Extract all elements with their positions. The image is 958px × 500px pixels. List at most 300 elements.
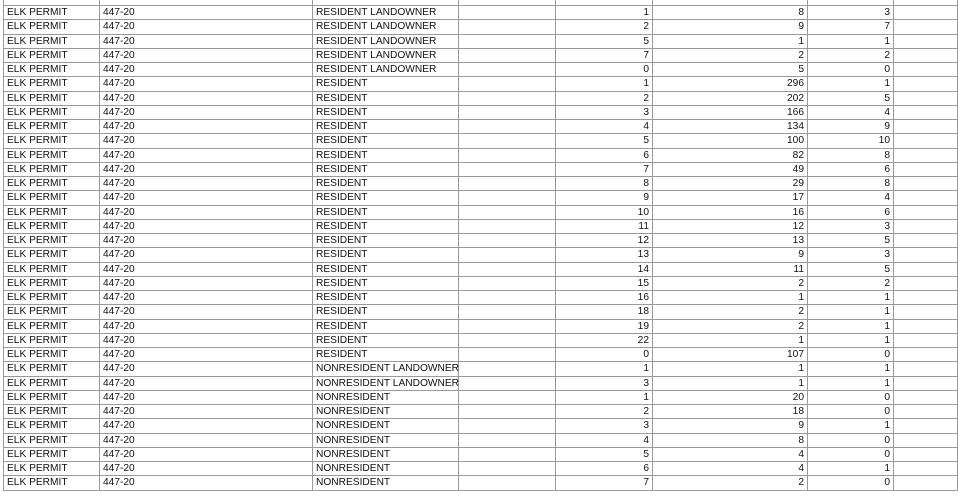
grid-body [4, 0, 958, 490]
code-cell[interactable]: 447-20 [100, 120, 313, 134]
blank-cell[interactable] [459, 362, 556, 376]
count-c-cell[interactable]: 1 [808, 77, 894, 91]
count-b-cell[interactable]: 202 [653, 91, 808, 105]
count-b-cell[interactable]: 5 [653, 63, 808, 77]
table-row [4, 191, 958, 205]
count-b-cell[interactable]: 100 [653, 134, 808, 148]
count-b-cell[interactable]: 12 [653, 219, 808, 233]
category-cell[interactable]: RESIDENT [313, 120, 459, 134]
permit-type-cell[interactable]: ELK PERMIT [4, 476, 100, 490]
extra-cell[interactable] [894, 319, 958, 333]
table-row [4, 6, 958, 20]
extra-cell[interactable] [894, 447, 958, 461]
extra-cell[interactable] [894, 105, 958, 119]
count-a-cell[interactable]: 1 [556, 77, 653, 91]
code-cell[interactable]: 447-20 [100, 376, 313, 390]
count-c-cell[interactable]: 8 [808, 148, 894, 162]
count-a-cell[interactable]: 14 [556, 262, 653, 276]
permit-type-cell[interactable]: ELK PERMIT [4, 433, 100, 447]
blank-cell[interactable] [459, 476, 556, 490]
blank-cell[interactable] [459, 91, 556, 105]
code-cell[interactable]: 447-20 [100, 262, 313, 276]
count-c-cell[interactable]: 1 [808, 462, 894, 476]
blank-cell[interactable] [459, 419, 556, 433]
extra-cell[interactable] [894, 148, 958, 162]
extra-cell[interactable] [894, 405, 958, 419]
table-row [4, 91, 958, 105]
count-c-cell[interactable]: 6 [808, 162, 894, 176]
permit-type-cell[interactable]: ELK PERMIT [4, 333, 100, 347]
category-cell[interactable]: RESIDENT [313, 177, 459, 191]
permit-type-cell[interactable]: ELK PERMIT [4, 77, 100, 91]
extra-cell[interactable] [894, 219, 958, 233]
table-row [4, 77, 958, 91]
code-cell[interactable]: 447-20 [100, 348, 313, 362]
count-b-cell[interactable]: 8 [653, 6, 808, 20]
category-cell[interactable]: RESIDENT [313, 205, 459, 219]
permit-type-cell[interactable]: ELK PERMIT [4, 6, 100, 20]
count-b-cell[interactable]: 166 [653, 105, 808, 119]
blank-cell[interactable] [459, 205, 556, 219]
count-c-cell[interactable]: 7 [808, 20, 894, 34]
table-row [4, 333, 958, 347]
category-cell[interactable]: RESIDENT [313, 348, 459, 362]
count-b-cell[interactable]: 134 [653, 120, 808, 134]
count-b-cell[interactable]: 17 [653, 191, 808, 205]
count-c-cell[interactable]: 1 [808, 34, 894, 48]
extra-cell[interactable] [894, 362, 958, 376]
category-cell[interactable]: RESIDENT [313, 248, 459, 262]
count-b-cell[interactable]: 1 [653, 333, 808, 347]
blank-cell[interactable] [459, 162, 556, 176]
count-c-cell[interactable]: 3 [808, 219, 894, 233]
count-a-cell[interactable]: 15 [556, 276, 653, 290]
count-a-cell[interactable]: 13 [556, 248, 653, 262]
permit-type-cell[interactable]: ELK PERMIT [4, 276, 100, 290]
blank-cell[interactable] [459, 120, 556, 134]
category-cell[interactable]: RESIDENT [313, 234, 459, 248]
permit-type-cell[interactable]: ELK PERMIT [4, 348, 100, 362]
blank-cell[interactable] [459, 34, 556, 48]
count-c-cell[interactable]: 5 [808, 262, 894, 276]
count-b-cell[interactable]: 2 [653, 476, 808, 490]
count-b-cell[interactable]: 2 [653, 48, 808, 62]
extra-cell[interactable] [894, 333, 958, 347]
code-cell[interactable]: 447-20 [100, 476, 313, 490]
permit-type-cell[interactable]: ELK PERMIT [4, 120, 100, 134]
count-b-cell[interactable]: 9 [653, 419, 808, 433]
table-row [4, 205, 958, 219]
blank-cell[interactable] [459, 48, 556, 62]
extra-cell[interactable] [894, 48, 958, 62]
extra-cell[interactable] [894, 34, 958, 48]
blank-cell[interactable] [459, 148, 556, 162]
extra-cell[interactable] [894, 305, 958, 319]
extra-cell[interactable] [894, 20, 958, 34]
category-cell[interactable]: RESIDENT LANDOWNER [313, 63, 459, 77]
extra-cell[interactable] [894, 390, 958, 404]
count-b-cell[interactable]: 1 [653, 34, 808, 48]
table-row [4, 34, 958, 48]
extra-cell[interactable] [894, 63, 958, 77]
category-cell[interactable]: RESIDENT [313, 77, 459, 91]
count-c-cell[interactable]: 0 [808, 348, 894, 362]
code-cell[interactable]: 447-20 [100, 105, 313, 119]
code-cell[interactable]: 447-20 [100, 205, 313, 219]
category-cell[interactable]: RESIDENT LANDOWNER [313, 34, 459, 48]
count-b-cell[interactable]: 296 [653, 77, 808, 91]
permit-type-cell[interactable]: ELK PERMIT [4, 319, 100, 333]
permit-type-cell[interactable]: ELK PERMIT [4, 234, 100, 248]
blank-cell[interactable] [459, 177, 556, 191]
code-cell[interactable]: 447-20 [100, 276, 313, 290]
blank-cell[interactable] [459, 291, 556, 305]
table-row [4, 348, 958, 362]
count-c-cell[interactable]: 2 [808, 276, 894, 290]
count-a-cell[interactable]: 10 [556, 205, 653, 219]
count-c-cell[interactable]: 10 [808, 134, 894, 148]
count-a-cell[interactable]: 1 [556, 362, 653, 376]
count-c-cell[interactable]: 5 [808, 234, 894, 248]
extra-cell[interactable] [894, 234, 958, 248]
count-c-cell[interactable]: 2 [808, 48, 894, 62]
count-a-cell[interactable]: 6 [556, 462, 653, 476]
blank-cell[interactable] [459, 333, 556, 347]
category-cell[interactable]: NONRESIDENT [313, 419, 459, 433]
count-a-cell[interactable]: 5 [556, 447, 653, 461]
count-c-cell[interactable]: 4 [808, 191, 894, 205]
table-row [4, 390, 958, 404]
table-row [4, 120, 958, 134]
extra-cell[interactable] [894, 462, 958, 476]
extra-cell[interactable] [894, 6, 958, 20]
permit-type-cell[interactable]: ELK PERMIT [4, 134, 100, 148]
count-b-cell[interactable]: 2 [653, 305, 808, 319]
count-a-cell[interactable]: 5 [556, 134, 653, 148]
count-a-cell[interactable]: 2 [556, 91, 653, 105]
extra-cell[interactable] [894, 248, 958, 262]
code-cell[interactable]: 447-20 [100, 91, 313, 105]
blank-cell[interactable] [459, 134, 556, 148]
table-row [4, 134, 958, 148]
count-a-cell[interactable]: 3 [556, 105, 653, 119]
count-a-cell[interactable]: 6 [556, 148, 653, 162]
permit-type-cell[interactable]: ELK PERMIT [4, 91, 100, 105]
category-cell[interactable]: NONRESIDENT [313, 433, 459, 447]
count-a-cell[interactable]: 3 [556, 419, 653, 433]
code-cell[interactable]: 447-20 [100, 148, 313, 162]
permit-type-cell[interactable]: ELK PERMIT [4, 34, 100, 48]
count-c-cell[interactable]: 1 [808, 291, 894, 305]
code-cell[interactable]: 447-20 [100, 234, 313, 248]
count-a-cell[interactable]: 0 [556, 63, 653, 77]
code-cell[interactable]: 447-20 [100, 390, 313, 404]
extra-cell[interactable] [894, 205, 958, 219]
code-cell[interactable]: 447-20 [100, 191, 313, 205]
permit-type-cell[interactable]: ELK PERMIT [4, 447, 100, 461]
count-a-cell[interactable]: 12 [556, 234, 653, 248]
blank-cell[interactable] [459, 234, 556, 248]
code-cell[interactable]: 447-20 [100, 319, 313, 333]
count-b-cell[interactable]: 4 [653, 462, 808, 476]
category-cell[interactable]: RESIDENT [313, 319, 459, 333]
extra-cell[interactable] [894, 348, 958, 362]
category-cell[interactable]: RESIDENT LANDOWNER [313, 48, 459, 62]
count-c-cell[interactable]: 3 [808, 248, 894, 262]
category-cell[interactable]: RESIDENT [313, 305, 459, 319]
permit-type-cell[interactable]: ELK PERMIT [4, 105, 100, 119]
count-c-cell[interactable]: 1 [808, 305, 894, 319]
count-c-cell[interactable]: 1 [808, 362, 894, 376]
code-cell[interactable]: 447-20 [100, 305, 313, 319]
count-b-cell[interactable]: 8 [653, 433, 808, 447]
extra-cell[interactable] [894, 262, 958, 276]
category-cell[interactable]: RESIDENT [313, 134, 459, 148]
count-c-cell[interactable]: 0 [808, 476, 894, 490]
category-cell[interactable]: RESIDENT [313, 91, 459, 105]
category-cell[interactable]: RESIDENT LANDOWNER [313, 6, 459, 20]
count-a-cell[interactable]: 4 [556, 433, 653, 447]
permit-type-cell[interactable]: ELK PERMIT [4, 462, 100, 476]
blank-cell[interactable] [459, 319, 556, 333]
extra-cell[interactable] [894, 191, 958, 205]
blank-cell[interactable] [459, 447, 556, 461]
extra-cell[interactable] [894, 376, 958, 390]
blank-cell[interactable] [459, 390, 556, 404]
category-cell[interactable]: NONRESIDENT [313, 390, 459, 404]
count-c-cell[interactable]: 0 [808, 447, 894, 461]
category-cell[interactable]: RESIDENT [313, 105, 459, 119]
count-a-cell[interactable]: 2 [556, 405, 653, 419]
blank-cell[interactable] [459, 405, 556, 419]
count-b-cell[interactable]: 11 [653, 262, 808, 276]
table-row [4, 105, 958, 119]
count-c-cell[interactable]: 4 [808, 105, 894, 119]
category-cell[interactable]: NONRESIDENT [313, 462, 459, 476]
category-cell[interactable]: RESIDENT [313, 191, 459, 205]
count-a-cell[interactable]: 5 [556, 34, 653, 48]
table-row [4, 20, 958, 34]
blank-cell[interactable] [459, 462, 556, 476]
count-c-cell[interactable]: 0 [808, 405, 894, 419]
count-b-cell[interactable]: 4 [653, 447, 808, 461]
count-b-cell[interactable]: 1 [653, 376, 808, 390]
permit-type-cell[interactable]: ELK PERMIT [4, 191, 100, 205]
category-cell[interactable]: RESIDENT [313, 291, 459, 305]
table-row [4, 405, 958, 419]
code-cell[interactable]: 447-20 [100, 248, 313, 262]
count-c-cell[interactable]: 9 [808, 120, 894, 134]
blank-cell[interactable] [459, 305, 556, 319]
extra-cell[interactable] [894, 433, 958, 447]
extra-cell[interactable] [894, 419, 958, 433]
count-a-cell[interactable]: 2 [556, 20, 653, 34]
code-cell[interactable]: 447-20 [100, 48, 313, 62]
data-grid [3, 0, 958, 491]
code-cell[interactable]: 447-20 [100, 447, 313, 461]
permit-type-cell[interactable]: ELK PERMIT [4, 362, 100, 376]
count-c-cell[interactable]: 0 [808, 433, 894, 447]
permit-type-cell[interactable]: ELK PERMIT [4, 162, 100, 176]
table-row [4, 276, 958, 290]
blank-cell[interactable] [459, 6, 556, 20]
category-cell[interactable]: NONRESIDENT LANDOWNER [313, 376, 459, 390]
category-cell[interactable]: RESIDENT [313, 333, 459, 347]
count-a-cell[interactable]: 1 [556, 6, 653, 20]
permit-type-cell[interactable]: ELK PERMIT [4, 20, 100, 34]
code-cell[interactable]: 447-20 [100, 419, 313, 433]
count-b-cell[interactable]: 13 [653, 234, 808, 248]
permit-type-cell[interactable]: ELK PERMIT [4, 291, 100, 305]
count-a-cell[interactable]: 11 [556, 219, 653, 233]
code-cell[interactable]: 447-20 [100, 405, 313, 419]
count-b-cell[interactable]: 9 [653, 20, 808, 34]
blank-cell[interactable] [459, 63, 556, 77]
code-cell[interactable]: 447-20 [100, 162, 313, 176]
permit-type-cell[interactable]: ELK PERMIT [4, 419, 100, 433]
count-b-cell[interactable]: 1 [653, 291, 808, 305]
extra-cell[interactable] [894, 162, 958, 176]
count-b-cell[interactable]: 16 [653, 205, 808, 219]
permit-type-cell[interactable]: ELK PERMIT [4, 405, 100, 419]
count-a-cell[interactable]: 16 [556, 291, 653, 305]
extra-cell[interactable] [894, 177, 958, 191]
code-cell[interactable]: 447-20 [100, 63, 313, 77]
count-c-cell[interactable]: 5 [808, 91, 894, 105]
code-cell[interactable]: 447-20 [100, 34, 313, 48]
count-b-cell[interactable]: 18 [653, 405, 808, 419]
category-cell[interactable]: RESIDENT [313, 276, 459, 290]
count-b-cell[interactable]: 9 [653, 248, 808, 262]
category-cell[interactable]: NONRESIDENT [313, 405, 459, 419]
category-cell[interactable]: RESIDENT [313, 262, 459, 276]
code-cell[interactable]: 447-20 [100, 462, 313, 476]
extra-cell[interactable] [894, 91, 958, 105]
code-cell[interactable]: 447-20 [100, 177, 313, 191]
permit-type-cell[interactable]: ELK PERMIT [4, 390, 100, 404]
category-cell[interactable]: RESIDENT LANDOWNER [313, 20, 459, 34]
category-cell[interactable]: NONRESIDENT LANDOWNER [313, 362, 459, 376]
table-row [4, 63, 958, 77]
count-b-cell[interactable]: 49 [653, 162, 808, 176]
code-cell[interactable]: 447-20 [100, 291, 313, 305]
table-row [4, 162, 958, 176]
blank-cell[interactable] [459, 433, 556, 447]
code-cell[interactable]: 447-20 [100, 333, 313, 347]
count-c-cell[interactable]: 0 [808, 63, 894, 77]
blank-cell[interactable] [459, 20, 556, 34]
permit-type-cell[interactable]: ELK PERMIT [4, 262, 100, 276]
permit-type-cell[interactable]: ELK PERMIT [4, 63, 100, 77]
count-a-cell[interactable]: 7 [556, 162, 653, 176]
blank-cell[interactable] [459, 376, 556, 390]
code-cell[interactable]: 447-20 [100, 219, 313, 233]
table-row [4, 433, 958, 447]
count-b-cell[interactable]: 2 [653, 319, 808, 333]
code-cell[interactable]: 447-20 [100, 77, 313, 91]
table-row [4, 248, 958, 262]
extra-cell[interactable] [894, 134, 958, 148]
permit-type-cell[interactable]: ELK PERMIT [4, 48, 100, 62]
count-a-cell[interactable]: 4 [556, 120, 653, 134]
count-c-cell[interactable]: 3 [808, 6, 894, 20]
code-cell[interactable]: 447-20 [100, 362, 313, 376]
count-a-cell[interactable]: 22 [556, 333, 653, 347]
category-cell[interactable]: RESIDENT [313, 148, 459, 162]
count-c-cell[interactable]: 8 [808, 177, 894, 191]
category-cell[interactable]: RESIDENT [313, 162, 459, 176]
count-a-cell[interactable]: 0 [556, 348, 653, 362]
blank-cell[interactable] [459, 276, 556, 290]
count-a-cell[interactable]: 9 [556, 191, 653, 205]
count-b-cell[interactable]: 107 [653, 348, 808, 362]
permit-type-cell[interactable]: ELK PERMIT [4, 305, 100, 319]
code-cell[interactable]: 447-20 [100, 134, 313, 148]
permit-type-cell[interactable]: ELK PERMIT [4, 148, 100, 162]
permit-type-cell[interactable]: ELK PERMIT [4, 219, 100, 233]
blank-cell[interactable] [459, 219, 556, 233]
extra-cell[interactable] [894, 291, 958, 305]
count-a-cell[interactable]: 7 [556, 48, 653, 62]
count-c-cell[interactable]: 1 [808, 376, 894, 390]
count-c-cell[interactable]: 0 [808, 390, 894, 404]
table-row [4, 148, 958, 162]
table-row [4, 177, 958, 191]
blank-cell[interactable] [459, 248, 556, 262]
code-cell[interactable]: 447-20 [100, 6, 313, 20]
blank-cell[interactable] [459, 105, 556, 119]
permit-type-cell[interactable]: ELK PERMIT [4, 376, 100, 390]
permit-type-cell[interactable]: ELK PERMIT [4, 248, 100, 262]
blank-cell[interactable] [459, 348, 556, 362]
code-cell[interactable]: 447-20 [100, 433, 313, 447]
count-c-cell[interactable]: 1 [808, 319, 894, 333]
count-c-cell[interactable]: 1 [808, 333, 894, 347]
count-a-cell[interactable]: 18 [556, 305, 653, 319]
blank-cell[interactable] [459, 191, 556, 205]
table-row [4, 476, 958, 490]
category-cell[interactable]: NONRESIDENT [313, 447, 459, 461]
table-row [4, 305, 958, 319]
code-cell[interactable]: 447-20 [100, 20, 313, 34]
table-row [4, 376, 958, 390]
count-a-cell[interactable]: 19 [556, 319, 653, 333]
count-b-cell[interactable]: 2 [653, 276, 808, 290]
category-cell[interactable]: RESIDENT [313, 219, 459, 233]
extra-cell[interactable] [894, 77, 958, 91]
count-b-cell[interactable]: 29 [653, 177, 808, 191]
category-cell[interactable]: NONRESIDENT [313, 476, 459, 490]
count-b-cell[interactable]: 1 [653, 362, 808, 376]
extra-cell[interactable] [894, 276, 958, 290]
count-a-cell[interactable]: 8 [556, 177, 653, 191]
permit-type-cell[interactable]: ELK PERMIT [4, 177, 100, 191]
blank-cell[interactable] [459, 77, 556, 91]
extra-cell[interactable] [894, 476, 958, 490]
count-a-cell[interactable]: 7 [556, 476, 653, 490]
blank-cell[interactable] [459, 262, 556, 276]
count-b-cell[interactable]: 20 [653, 390, 808, 404]
table-row [4, 219, 958, 233]
count-c-cell[interactable]: 1 [808, 419, 894, 433]
count-a-cell[interactable]: 3 [556, 376, 653, 390]
count-c-cell[interactable]: 6 [808, 205, 894, 219]
count-a-cell[interactable]: 1 [556, 390, 653, 404]
table-row [4, 319, 958, 333]
extra-cell[interactable] [894, 120, 958, 134]
count-b-cell[interactable]: 82 [653, 148, 808, 162]
permit-type-cell[interactable]: ELK PERMIT [4, 205, 100, 219]
